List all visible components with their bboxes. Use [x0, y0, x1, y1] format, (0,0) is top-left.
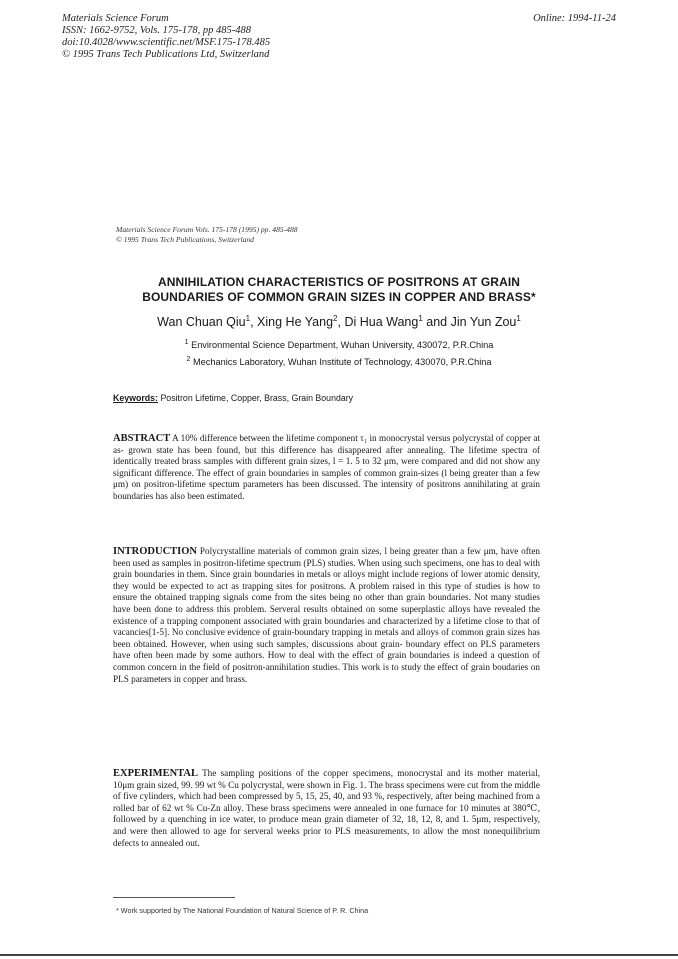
footnote: * Work supported by The National Foundation of Natural Science of P. R. China [116, 906, 369, 915]
citation-copyright: © 1995 Trans Tech Publications, Switzerland [116, 235, 254, 244]
paper-title [80, 275, 598, 305]
introduction-section [113, 546, 540, 685]
keywords-text: Positron Lifetime, Copper, Brass, Grain Boundary [160, 393, 354, 403]
online-date: Online: 1994-11-24 [533, 13, 616, 24]
affiliation-text: Environmental Science Department, Wuhan University, 430072, P.R.China [191, 340, 494, 351]
author-affil-mark: 2 [333, 314, 338, 323]
author-list: Wan Chuan Qiu$^1$, Xing He Yang$^2$, Di Hua Wang$^1$ and Jin Yun Zou$^1$ [157, 314, 521, 330]
affiliation-text: Mechanics Laboratory, Wuhan Institute of Technology, 430070, P.R.China [193, 357, 492, 368]
keywords [113, 393, 353, 403]
citation-line: Materials Science Forum Vols. 175-178 (1995) pp. 485-488 [116, 225, 298, 234]
abstract-heading: ABSTRACT [113, 433, 171, 444]
abstract-text: A 10% difference between the lifetime component τ₁ in monocrystal versus polycrystal of copper at as- grown state has been found, but this difference has disappeared after annealing. The lifetime spectra of identically treated brass samples with different grain sizes, l = 1. 5 to 32 μm, were compared and did not show any significant difference. The effect of grain boundaries in samples of common grain-sizes (l being greater than a few μm) on positron-lifetime spectum parameters has been discussed. The intensity of positrons annihilating at grain boundaries has also been estimated. [113, 433, 540, 501]
experimental-text: The sampling positions of the copper specimens, monocrystal and its mother material, 10μm grain sized, 99. 99 wt % Cu polycrystal, were shown in Fig. 1. The brass specimens were cut from the middle of five cylinders, which had been compressed by 5, 15, 25, 40, and 93 %, respectively, after being machined from a rolled bar of 62 wt % Cu-Zn alloy. These brass specimens were annealed in one furnace for 10 minutes at 380℃, followed by a quenching in ice water, to produce mean grain diameter of 32, 18, 12, 8, and 1. 5μm, respectively, and were then allowed to age for serveral weeks prior to PLS measurements, to allow the most nonequilibrium defects to annealed out. [113, 768, 540, 848]
affiliation-2 [80, 356, 598, 367]
journal-doi: doi:10.4028/www.scientific.net/MSF.175-178.485 [62, 37, 271, 48]
abstract-section [113, 433, 540, 503]
author-conjunction: and [426, 315, 448, 330]
affiliation-mark: 2 [186, 356, 191, 363]
experimental-heading: EXPERIMENTAL [113, 768, 198, 779]
journal-issn: ISSN: 1662-9752, Vols. 175-178, pp 485-488 [62, 25, 251, 36]
author-name: Jin Yun Zou [450, 315, 517, 330]
citation-block [116, 225, 298, 245]
affiliation-1 [80, 339, 598, 350]
journal-name: Materials Science Forum [62, 13, 169, 24]
journal-copyright: © 1995 Trans Tech Publications Ltd, Switzerland [62, 49, 270, 60]
author-name: Di Hua Wang [344, 315, 419, 330]
page-bottom-edge [0, 954, 678, 956]
introduction-text: Polycrystalline materials of common grain sizes, l being greater than a few μm, have often been used as samples in positron-lifetime spectrum (PLS) studies. When using such specimens, one has to deal with grain boundaries in them. Since grain boundaries in metals or alloys might include regions of lower atomic density, they would be expected to act as trapping sites for positrons. A problem raised in this type of studies is how to ensure the obtained trapping signals come from the sites being no other than grain boundaries. Not many studies have been done to address this problem. Serveral results obtained on some superplastic alloys have revealed the existence of a trapping component associated with grain boundaries and characterized by a lifetime close to that of vacancies[1-5]. No conclusive evidence of grain-boundary trapping in metals and alloys of common grain sizes has been obtained. However, when using such samples, discussions about grain- boundary effect on PLS parameters have often been made by some authors. How to deal with the effect of grain boundaries is indeed a question of common concern in the field of positron-annihilation studies. This work is to study the effect of grain boudaries on PLS parameters in copper and brass. [113, 546, 540, 684]
keywords-label: Keywords: [113, 393, 158, 403]
experimental-section [113, 768, 540, 849]
title-line-1: ANNIHILATION CHARACTERISTICS OF POSITRONS AT GRAIN [157, 275, 521, 289]
introduction-heading: INTRODUCTION [113, 546, 198, 557]
affiliation-mark: 1 [184, 339, 189, 346]
author-affil-mark: 1 [245, 314, 251, 323]
footnote-divider [113, 897, 235, 898]
author-name: Xing He Yang [257, 315, 334, 330]
author-name: Wan Chuan Qiu [157, 315, 246, 330]
author-affil-mark: 1 [516, 314, 521, 323]
title-line-2: BOUNDARIES OF COMMON GRAIN SIZES IN COPPER AND BRASS* [142, 290, 536, 304]
author-affil-mark: 1 [418, 314, 423, 323]
journal-header [62, 13, 270, 61]
